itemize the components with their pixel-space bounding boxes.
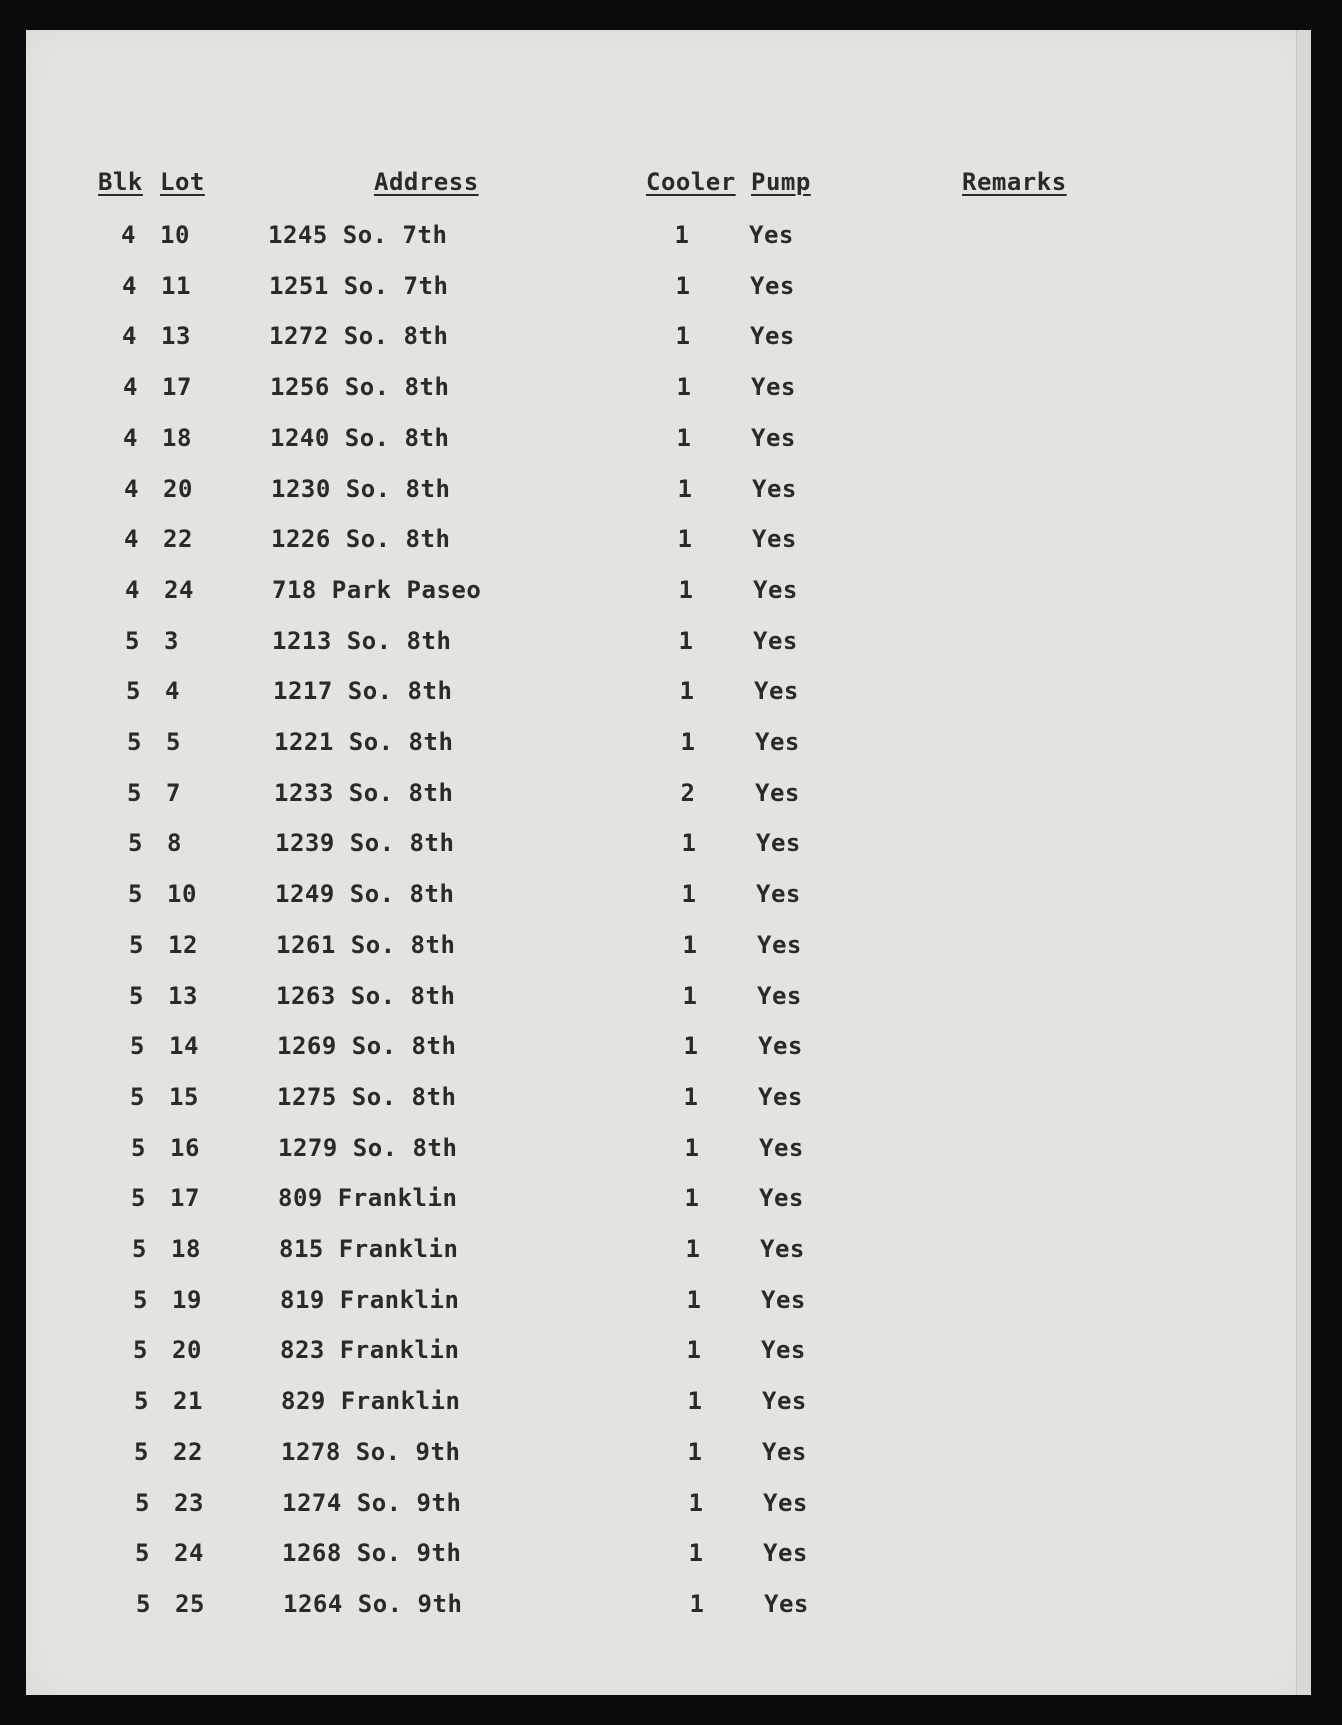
cell-lot: 17	[170, 1184, 200, 1212]
cell-pump: Yes	[749, 221, 794, 249]
cell-address: 1213 So. 8th	[272, 627, 452, 655]
header-lot: Lot	[160, 168, 205, 196]
cell-lot: 7	[166, 779, 181, 807]
cell-blk: 4	[122, 272, 137, 300]
cell-pump: Yes	[755, 779, 800, 807]
cell-lot: 11	[161, 272, 191, 300]
header-address: Address	[374, 168, 479, 196]
cell-lot: 20	[163, 475, 193, 503]
cell-pump: Yes	[754, 677, 799, 705]
cell-lot: 12	[168, 931, 198, 959]
cell-cooler: 1	[687, 1387, 703, 1415]
cell-lot: 15	[169, 1083, 199, 1111]
cell-address: 1261 So. 8th	[276, 931, 456, 959]
cell-lot: 13	[168, 982, 198, 1010]
cell-pump: Yes	[758, 1083, 803, 1111]
cell-blk: 5	[127, 779, 142, 807]
cell-cooler: 1	[684, 1134, 700, 1162]
cell-blk: 5	[134, 1438, 149, 1466]
cell-blk: 4	[125, 576, 140, 604]
cell-address: 1279 So. 8th	[278, 1134, 458, 1162]
cell-address: 1278 So. 9th	[281, 1438, 461, 1466]
cell-blk: 5	[135, 1539, 150, 1567]
cell-lot: 22	[173, 1438, 203, 1466]
cell-lot: 10	[167, 880, 197, 908]
cell-cooler: 1	[675, 322, 691, 350]
cell-cooler: 1	[682, 982, 698, 1010]
cell-lot: 5	[166, 728, 181, 756]
cell-cooler: 1	[686, 1286, 702, 1314]
header-remarks: Remarks	[962, 168, 1067, 196]
cell-address: 1268 So. 9th	[282, 1539, 462, 1567]
cell-cooler: 1	[685, 1235, 701, 1263]
cell-blk: 5	[130, 1083, 145, 1111]
cell-pump: Yes	[762, 1438, 807, 1466]
cell-blk: 5	[133, 1286, 148, 1314]
cell-blk: 4	[124, 525, 139, 553]
cell-address: 1230 So. 8th	[271, 475, 451, 503]
cell-pump: Yes	[756, 829, 801, 857]
cell-lot: 18	[162, 424, 192, 452]
cell-address: 1239 So. 8th	[275, 829, 455, 857]
cell-lot: 3	[164, 627, 179, 655]
cell-pump: Yes	[756, 880, 801, 908]
cell-cooler: 1	[687, 1438, 703, 1466]
cell-lot: 20	[172, 1336, 202, 1364]
cell-cooler: 1	[677, 475, 693, 503]
cell-address: 1274 So. 9th	[282, 1489, 462, 1517]
cell-address: 1249 So. 8th	[275, 880, 455, 908]
cell-lot: 16	[170, 1134, 200, 1162]
cell-address: 1221 So. 8th	[274, 728, 454, 756]
cell-address: 1269 So. 8th	[277, 1032, 457, 1060]
cell-address: 1233 So. 8th	[274, 779, 454, 807]
cell-blk: 5	[130, 1032, 145, 1060]
cell-pump: Yes	[764, 1590, 809, 1618]
cell-blk: 5	[136, 1590, 151, 1618]
cell-address: 815 Franklin	[279, 1235, 459, 1263]
cell-blk: 5	[127, 728, 142, 756]
cell-blk: 5	[129, 931, 144, 959]
page-edge	[1296, 30, 1311, 1695]
cell-blk: 4	[123, 373, 138, 401]
cell-blk: 5	[126, 677, 141, 705]
cell-pump: Yes	[758, 1032, 803, 1060]
cell-lot: 24	[164, 576, 194, 604]
cell-pump: Yes	[759, 1134, 804, 1162]
cell-blk: 5	[125, 627, 140, 655]
cell-blk: 5	[132, 1235, 147, 1263]
cell-blk: 5	[129, 982, 144, 1010]
cell-address: 1226 So. 8th	[271, 525, 451, 553]
cell-cooler: 1	[684, 1184, 700, 1212]
cell-cooler: 1	[676, 373, 692, 401]
cell-address: 1272 So. 8th	[269, 322, 449, 350]
cell-cooler: 1	[679, 677, 695, 705]
cell-lot: 4	[165, 677, 180, 705]
cell-lot: 8	[167, 829, 182, 857]
cell-cooler: 1	[680, 728, 696, 756]
cell-pump: Yes	[760, 1235, 805, 1263]
cell-cooler: 1	[678, 576, 694, 604]
cell-cooler: 1	[674, 221, 690, 249]
cell-blk: 5	[128, 880, 143, 908]
cell-blk: 4	[123, 424, 138, 452]
header-blk: Blk	[98, 168, 143, 196]
cell-blk: 5	[135, 1489, 150, 1517]
cell-cooler: 1	[688, 1539, 704, 1567]
cell-pump: Yes	[755, 728, 800, 756]
cell-cooler: 2	[680, 779, 696, 807]
cell-address: 1275 So. 8th	[277, 1083, 457, 1111]
cell-address: 718 Park Paseo	[272, 576, 482, 604]
cell-lot: 18	[171, 1235, 201, 1263]
cell-pump: Yes	[752, 475, 797, 503]
cell-cooler: 1	[675, 272, 691, 300]
cell-pump: Yes	[757, 982, 802, 1010]
cell-pump: Yes	[751, 424, 796, 452]
cell-address: 1256 So. 8th	[270, 373, 450, 401]
cell-lot: 23	[174, 1489, 204, 1517]
cell-blk: 4	[122, 322, 137, 350]
cell-lot: 10	[160, 221, 190, 249]
cell-pump: Yes	[757, 931, 802, 959]
cell-cooler: 1	[681, 829, 697, 857]
cell-blk: 5	[128, 829, 143, 857]
cell-pump: Yes	[763, 1539, 808, 1567]
cell-lot: 13	[161, 322, 191, 350]
cell-address: 1240 So. 8th	[270, 424, 450, 452]
cell-pump: Yes	[751, 373, 796, 401]
cell-address: 819 Franklin	[280, 1286, 460, 1314]
cell-cooler: 1	[677, 525, 693, 553]
cell-blk: 4	[121, 221, 136, 249]
cell-cooler: 1	[676, 424, 692, 452]
cell-pump: Yes	[759, 1184, 804, 1212]
cell-pump: Yes	[750, 322, 795, 350]
cell-pump: Yes	[763, 1489, 808, 1517]
cell-address: 809 Franklin	[278, 1184, 458, 1212]
cell-blk: 5	[131, 1134, 146, 1162]
cell-address: 823 Franklin	[280, 1336, 460, 1364]
cell-pump: Yes	[753, 576, 798, 604]
cell-blk: 4	[124, 475, 139, 503]
cell-lot: 25	[175, 1590, 205, 1618]
cell-address: 1251 So. 7th	[269, 272, 449, 300]
cell-pump: Yes	[761, 1336, 806, 1364]
cell-address: 1263 So. 8th	[276, 982, 456, 1010]
cell-lot: 17	[162, 373, 192, 401]
cell-lot: 19	[172, 1286, 202, 1314]
cell-cooler: 1	[686, 1336, 702, 1364]
cell-lot: 22	[163, 525, 193, 553]
cell-blk: 5	[133, 1336, 148, 1364]
cell-cooler: 1	[681, 880, 697, 908]
cell-address: 829 Franklin	[281, 1387, 461, 1415]
cell-pump: Yes	[753, 627, 798, 655]
cell-address: 1245 So. 7th	[268, 221, 448, 249]
cell-pump: Yes	[762, 1387, 807, 1415]
cell-pump: Yes	[761, 1286, 806, 1314]
cell-blk: 5	[131, 1184, 146, 1212]
cell-lot: 24	[174, 1539, 204, 1567]
cell-cooler: 1	[682, 931, 698, 959]
header-cooler: Cooler	[646, 168, 736, 196]
cell-blk: 5	[134, 1387, 149, 1415]
cell-pump: Yes	[750, 272, 795, 300]
cell-lot: 14	[169, 1032, 199, 1060]
cell-cooler: 1	[678, 627, 694, 655]
cell-address: 1217 So. 8th	[273, 677, 453, 705]
cell-cooler: 1	[683, 1032, 699, 1060]
header-pump: Pump	[751, 168, 811, 196]
cell-cooler: 1	[688, 1489, 704, 1517]
cell-cooler: 1	[689, 1590, 705, 1618]
cell-address: 1264 So. 9th	[283, 1590, 463, 1618]
cell-lot: 21	[173, 1387, 203, 1415]
cell-pump: Yes	[752, 525, 797, 553]
cell-cooler: 1	[683, 1083, 699, 1111]
